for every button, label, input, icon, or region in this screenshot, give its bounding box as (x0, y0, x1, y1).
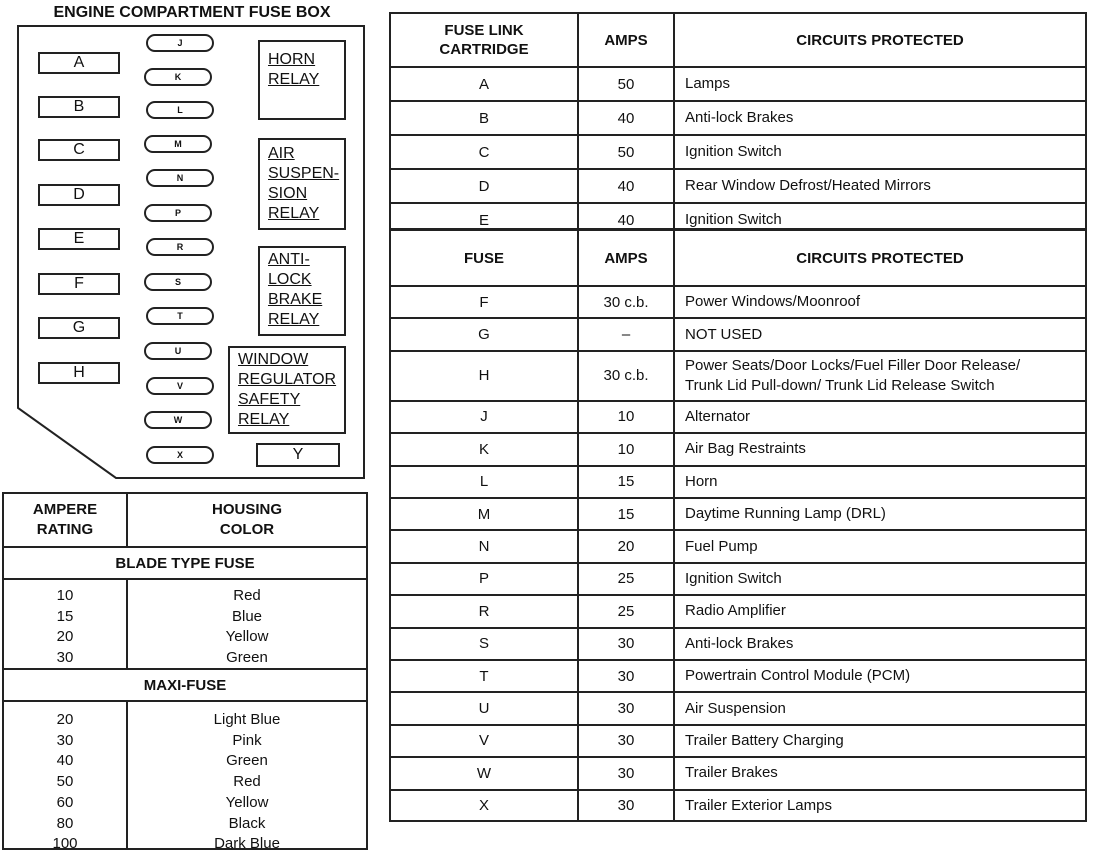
ampere-rating-header: AMPERE RATING (4, 494, 128, 546)
row-amps: 40 (617, 109, 635, 127)
fuse-l: L (146, 101, 214, 119)
row-id: T (479, 667, 489, 685)
row-circuit-line: Power Seats/Door Locks/Fuel Filler Door Release/ (685, 356, 1021, 374)
fuse-circuits-table (389, 12, 1087, 822)
row-amps: 50 (617, 75, 635, 93)
air-suspension-relay (258, 138, 346, 230)
horn-relay-line-1: HORN (268, 51, 316, 68)
maxi-fuse-heading: MAXI-FUSE (4, 668, 366, 702)
row-id: C (478, 143, 490, 161)
row-amps: 10 (617, 440, 635, 458)
row-circuit-line: Trailer Brakes (685, 764, 778, 782)
maxi-colors-column (128, 710, 366, 855)
fuse-circuits-header: CIRCUITS PROTECTED (796, 249, 964, 267)
maxi-color: Green (226, 752, 268, 770)
row-amps: 30 (617, 764, 635, 782)
blade-color: Red (233, 587, 261, 604)
row-circuit (675, 629, 1085, 659)
fuse-t: T (146, 307, 214, 325)
row-circuit (675, 204, 1085, 236)
row-id: L (479, 473, 489, 491)
row-circuit (675, 661, 1085, 691)
row-id: E (478, 211, 489, 229)
row-circuit (675, 136, 1085, 168)
link-circuits-header: CIRCUITS PROTECTED (796, 31, 964, 49)
antilock-relay-line-1: ANTI- (268, 251, 310, 268)
fuse-u: U (144, 342, 212, 360)
maxi-color: Pink (232, 731, 262, 749)
antilock-relay-line-4: RELAY (268, 311, 320, 328)
maxi-rating: 30 (56, 731, 74, 749)
row-circuit (675, 102, 1085, 134)
row-amps: 15 (617, 473, 635, 491)
row-amps: 30 (617, 732, 635, 750)
fuse-x: X (146, 446, 214, 464)
maxi-rating: 20 (56, 711, 74, 728)
fuse-link-cartridge-header: FUSE LINK CARTRIDGE (439, 22, 529, 58)
row-id: S (478, 635, 489, 653)
row-amps: 10 (617, 408, 635, 426)
antilock-relay-line-3: BRAKE (268, 291, 323, 308)
row-id: D (478, 177, 490, 195)
row-circuit-line: Ignition Switch (685, 143, 782, 160)
row-circuit (675, 693, 1085, 723)
fuse-j: J (146, 34, 214, 52)
row-circuit-line: Air Suspension (685, 699, 786, 717)
cartridge-e: E (38, 228, 120, 250)
ampere-table-header (4, 494, 366, 548)
maxi-color: Yellow (225, 793, 269, 811)
blade-color: Blue (231, 607, 263, 625)
fuse-amps-header: AMPS (604, 249, 648, 267)
row-circuit-line: Rear Window Defrost/Heated Mirrors (685, 177, 931, 194)
cartridge-g: G (38, 317, 120, 339)
row-amps: 30 (617, 797, 635, 815)
horn-relay-line-2: RELAY (268, 71, 320, 88)
cartridge-f: F (38, 273, 120, 295)
row-circuit-line: Trailer Exterior Lamps (685, 796, 832, 814)
anti-lock-brake-relay (258, 246, 346, 336)
cartridge-b: B (38, 96, 120, 118)
row-id: X (478, 797, 489, 815)
fuse-v: V (146, 377, 214, 395)
row-circuit-line: Ignition Switch (685, 211, 782, 228)
row-circuit-line: Ignition Switch (685, 569, 782, 587)
row-id: J (480, 408, 488, 426)
blade-color: Green (226, 649, 268, 667)
blade-ratings-column (4, 586, 126, 669)
maxi-rating: 60 (56, 793, 74, 811)
row-circuit (675, 434, 1085, 464)
row-amps: 15 (617, 505, 635, 523)
row-circuit-line: Horn (685, 472, 718, 490)
housing-color-header: HOUSING COLOR (211, 501, 282, 538)
maxi-rating: 50 (56, 773, 74, 791)
row-id: B (478, 109, 489, 127)
fuse-s: S (144, 273, 212, 291)
blade-rating: 30 (56, 649, 74, 667)
blade-rating: 20 (56, 628, 74, 646)
blade-colors-column (128, 586, 366, 669)
row-id: P (478, 570, 489, 588)
maxi-rating: 40 (56, 752, 74, 770)
horn-relay (258, 40, 346, 120)
row-circuit-line: Fuel Pump (685, 537, 758, 555)
row-id: N (478, 538, 490, 556)
row-amps: – (621, 326, 631, 344)
ampere-rating-table (2, 492, 368, 853)
row-circuit-line: Powertrain Control Module (PCM) (685, 667, 911, 685)
row-circuit-line: NOT USED (685, 325, 763, 343)
maxi-rating: 80 (56, 814, 74, 832)
row-circuit-line: Anti-lock Brakes (685, 634, 794, 652)
air-relay-line-3: SION (268, 185, 308, 202)
row-amps: 40 (617, 211, 635, 229)
fuse-p: P (144, 204, 212, 222)
row-circuit (675, 791, 1085, 821)
fuse-header: FUSE (463, 249, 504, 267)
window-relay-line-1: WINDOW (238, 351, 309, 368)
row-circuit-line: Power Windows/Moonroof (685, 293, 861, 311)
row-circuit-line: Alternator (685, 407, 751, 425)
row-circuit (675, 758, 1085, 788)
row-circuit (675, 499, 1085, 529)
row-id: W (476, 764, 492, 782)
maxi-color: Red (233, 773, 261, 791)
fuse-r: R (146, 238, 214, 256)
row-circuit-line-2: Trunk Lid Pull-down/ Trunk Lid Release Switch (685, 376, 995, 394)
window-relay-line-3: SAFETY (238, 391, 301, 408)
fuse-n: N (146, 169, 214, 187)
maxi-color: Dark Blue (214, 835, 280, 853)
row-id: K (478, 440, 489, 458)
row-amps: 20 (617, 538, 635, 556)
blade-type-fuse-heading: BLADE TYPE FUSE (4, 548, 366, 580)
fuse-m: M (144, 135, 212, 153)
row-circuit (675, 564, 1085, 594)
maxi-ratings-column (4, 710, 126, 855)
row-amps: 40 (617, 177, 635, 195)
row-amps: 25 (617, 570, 635, 588)
air-relay-line-4: RELAY (268, 205, 320, 222)
blade-rating: 15 (56, 607, 74, 625)
cartridge-h: H (38, 362, 120, 384)
row-amps: 30 c.b. (603, 367, 649, 385)
row-id: V (478, 732, 489, 750)
blade-color: Yellow (225, 628, 269, 646)
cartridge-c: C (38, 139, 120, 161)
row-circuit (675, 726, 1085, 756)
row-id: A (478, 75, 489, 93)
row-circuit (675, 68, 1085, 100)
cartridge-d: D (38, 184, 120, 206)
row-id: R (478, 602, 490, 620)
row-circuit-line: Air Bag Restraints (685, 440, 806, 458)
fuse-k: K (144, 68, 212, 86)
row-amps: 30 (617, 667, 635, 685)
row-circuit (675, 402, 1085, 432)
window-regulator-safety-relay (228, 346, 346, 434)
row-circuit (675, 170, 1085, 202)
row-circuit (675, 287, 1085, 317)
fuse-box-title: ENGINE COMPARTMENT FUSE BOX (53, 4, 331, 21)
air-relay-line-2: SUSPEN- (268, 165, 340, 182)
fuse-w: W (144, 411, 212, 429)
row-circuit-line: Radio Amplifier (685, 602, 786, 620)
row-circuit (675, 467, 1085, 497)
row-id: M (477, 505, 491, 523)
row-id: H (478, 367, 490, 385)
window-relay-line-4: RELAY (238, 411, 290, 428)
row-amps: 50 (617, 143, 635, 161)
row-circuit-line: Daytime Running Lamp (DRL) (685, 505, 886, 523)
row-circuit-line: Anti-lock Brakes (685, 109, 794, 126)
row-id: G (478, 326, 490, 344)
relay-y-box: Y (256, 443, 340, 467)
maxi-color: Black (228, 814, 266, 832)
cartridge-a: A (38, 52, 120, 74)
row-amps: 30 c.b. (603, 293, 649, 311)
antilock-relay-line-2: LOCK (268, 271, 312, 288)
row-amps: 25 (617, 602, 635, 620)
row-circuit (675, 319, 1085, 349)
row-id: F (479, 293, 489, 311)
row-amps: 30 (617, 635, 635, 653)
row-circuit (675, 352, 1085, 400)
maxi-color: Light Blue (213, 711, 281, 728)
row-circuit (675, 596, 1085, 626)
blade-rating: 10 (56, 587, 74, 604)
row-circuit (675, 531, 1085, 561)
row-circuit-line: Lamps (685, 75, 731, 92)
row-amps: 30 (617, 700, 635, 718)
row-id: U (478, 700, 490, 718)
window-relay-line-2: REGULATOR (238, 371, 337, 388)
link-amps-header: AMPS (604, 31, 648, 49)
row-circuit-line: Trailer Battery Charging (685, 731, 844, 749)
air-relay-line-1: AIR (268, 145, 295, 162)
maxi-rating: 100 (52, 835, 78, 853)
